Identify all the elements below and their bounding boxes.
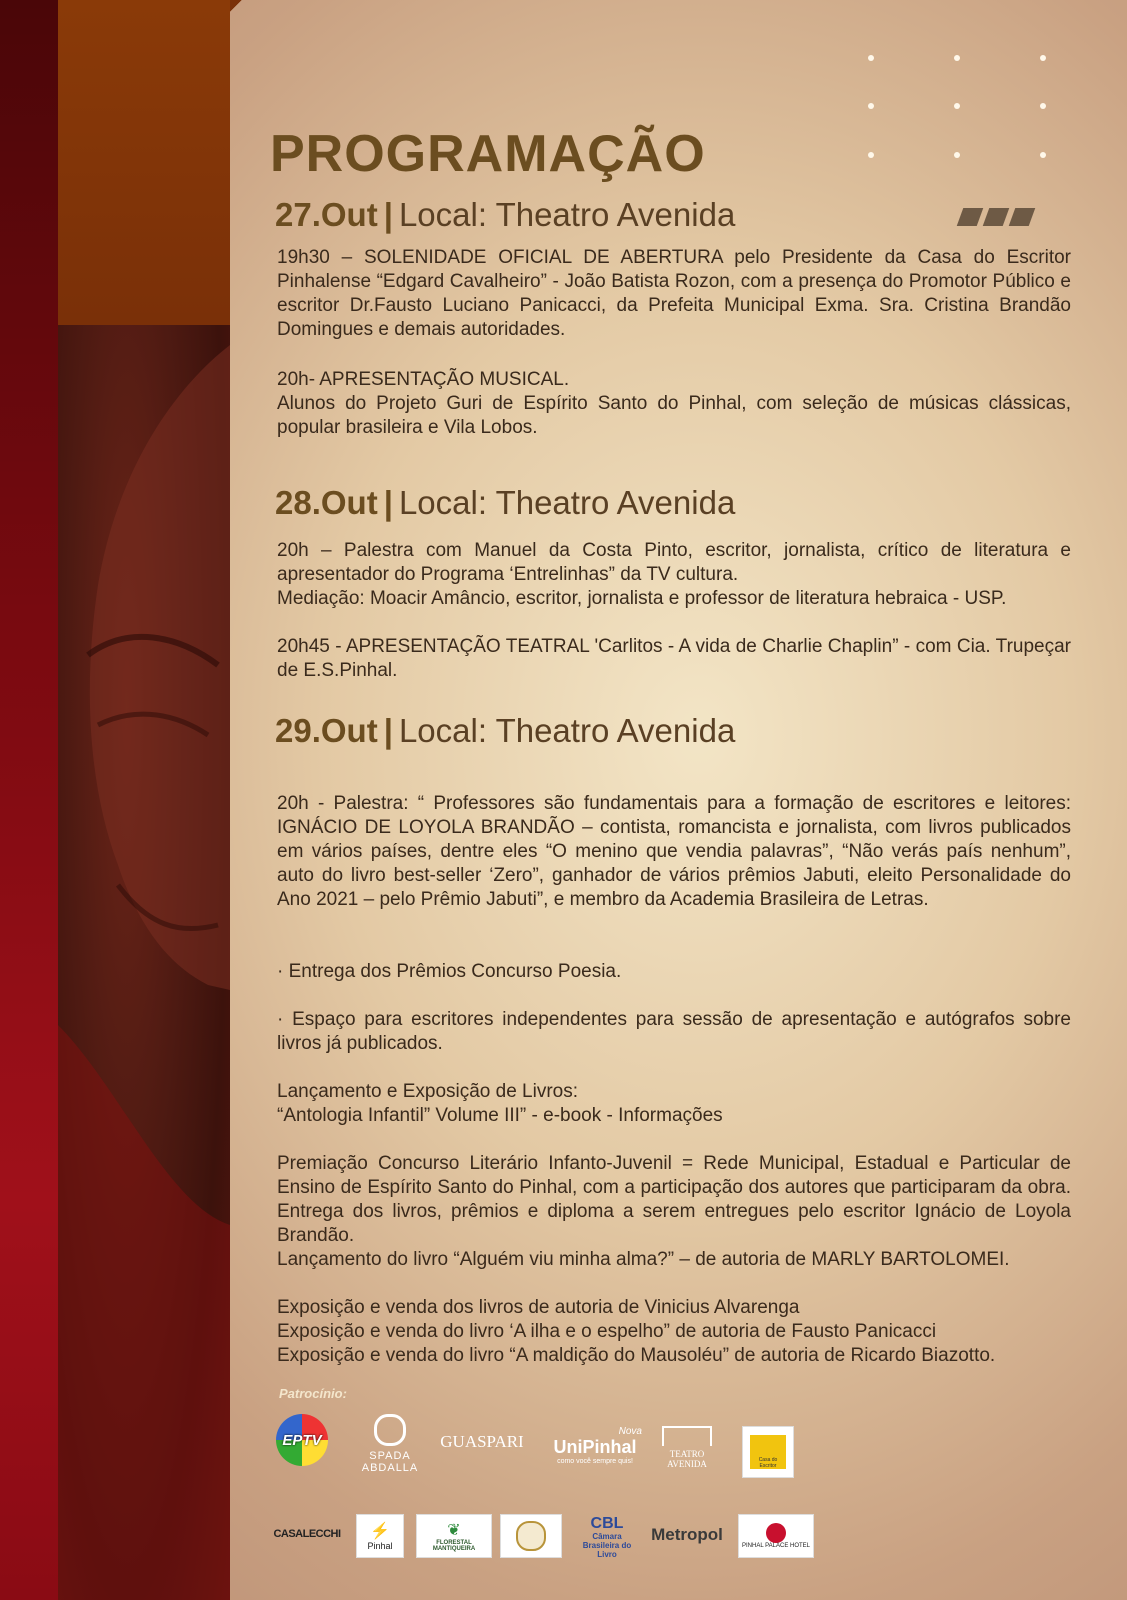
eptv-logo: EPTV <box>276 1414 328 1466</box>
day-location: Local: Theatro Avenida <box>398 712 736 749</box>
event-poetry-awards: · Entrega dos Prêmios Concurso Poesia. <box>277 961 622 982</box>
pinhal-palace-hotel-logo: PINHAL PALACE HOTEL <box>738 1514 814 1558</box>
metropol-logo: Metropol <box>651 1525 723 1544</box>
pinhal-logo: ⚡ Pinhal <box>356 1514 404 1558</box>
left-red-strip <box>0 0 58 1600</box>
page-title: PROGRAMAÇÃO <box>270 125 706 183</box>
sponsors-label: Patrocínio: <box>279 1386 347 1401</box>
theatre-building-icon <box>662 1426 712 1446</box>
day-location: Local: Theatro Avenida <box>398 196 736 233</box>
event-exhibit-1: Exposição e venda dos livros de autoria de Vinicius Alvarenga <box>277 1297 800 1318</box>
event-lecture-1: 20h – Palestra com Manuel da Costa Pinto, escritor, jornalista, crítico de literatura e apresentador do Programa ‘Entrelinhas” da TV cultura. <box>277 540 1071 585</box>
day-location: Local: Theatro Avenida <box>398 484 736 521</box>
event-music-desc: Alunos do Projeto Guri de Espírito Santo do Pinhal, com seleção de músicas clássicas, popular brasileira e Vila Lobos. <box>277 393 1071 438</box>
event-launch-anthology: “Antologia Infantil” Volume III” - e-book - Informações <box>277 1105 723 1126</box>
day-heading-27 <box>275 196 735 234</box>
event-exhibit-2: Exposição e venda do livro ‘A ilha e o espelho” de autoria de Fausto Panicacci <box>277 1321 937 1342</box>
seal-icon <box>516 1521 546 1551</box>
casa-emblem-icon: Casa do Escritor <box>750 1435 786 1469</box>
emblem-logo <box>500 1514 562 1558</box>
florestal-mantiqueira-logo: ❦ FLORESTAL MANTIQUEIRA <box>416 1514 492 1558</box>
portrait-photo <box>58 325 230 1600</box>
hotel-emblem-icon <box>766 1523 786 1543</box>
event-opening: 19h30 – SOLENIDADE OFICIAL DE ABERTURA pelo Presidente da Casa do Escritor Pinhalense “Edgard Cavalheiro” - João Batista Rozon, com a presença do Promotor Público e escritor Dr.Fausto Luciano Panicacci, da Prefeita Municipal Exma. Sra. Cristina Brandão Domingues e demais autoridades. <box>277 247 1071 340</box>
leaf-icon: ❦ <box>447 1522 461 1539</box>
left-orange-block <box>58 0 230 325</box>
corner-decoration <box>230 0 242 12</box>
cbl-logo: CBL Câmara Brasileira do Livro <box>582 1514 632 1559</box>
day-date: 29.Out <box>275 712 378 749</box>
casa-do-escritor-logo <box>742 1426 794 1478</box>
event-book-launch: Lançamento do livro “Alguém viu minha alma?” – de autoria de MARLY BARTOLOMEI. <box>277 1249 1010 1270</box>
casalecchi-logo: CASALECCHI <box>273 1528 341 1540</box>
event-exhibit-3: Exposição e venda do livro “A maldição do Mausoléu” de autoria de Ricardo Biazotto. <box>277 1345 996 1366</box>
guaspari-logo: GUASPARI <box>440 1432 524 1451</box>
event-theatre: 20h45 - APRESENTAÇÃO TEATRAL 'Carlitos - A vida de Charlie Chaplin” - com Cia. Trupeçar de E.S.Pinhal. <box>277 636 1071 681</box>
event-lecture-2: 20h - Palestra: “ Professores são fundamentais para a formação de escritores e leitores: IGNÁCIO DE LOYOLA BRANDÃO – contista, romancista e jornalista, com livros publicados em vários países, dentre eles “O menino que vendia palavras”, “Não verás país nenhum”, auto do livro best-seller ‘Zero”, ganhador de vários prêmios Jabuti, eleito Personalidade do Ano 2021 – pelo Prêmio Jabuti”, e membro da Academia Brasileira de Letras. <box>277 793 1071 910</box>
day-date: 27.Out <box>275 196 378 233</box>
event-youth-awards: Premiação Concurso Literário Infanto-Juvenil = Rede Municipal, Estadual e Particular de Ensino de Espírito Santo do Pinhal, com a participação dos autores que participaram da obra. Entrega dos livros, prêmios e diploma a serem entregues pelo escritor Ignácio de Loyola Brandão. <box>277 1153 1071 1246</box>
day-heading-28 <box>275 484 735 522</box>
event-mediation: Mediação: Moacir Amâncio, escritor, jornalista e professor de literatura hebraica - USP. <box>277 588 1007 609</box>
event-launch-title: Lançamento e Exposição de Livros: <box>277 1081 579 1102</box>
runner-icon: ⚡ <box>370 1523 390 1540</box>
event-writers-space: · Espaço para escritores independentes para sessão de apresentação e autógrafos sobre livros já publicados. <box>277 1009 1071 1054</box>
day-separator: | <box>383 484 393 521</box>
theatro-avenida-logo: TEATRO AVENIDA <box>656 1422 718 1472</box>
spada-emblem-icon <box>374 1414 406 1446</box>
day-date: 28.Out <box>275 484 378 521</box>
spada-abdalla-logo: SPADA ABDALLA <box>353 1408 427 1480</box>
day-separator: | <box>383 196 393 233</box>
day-separator: | <box>383 712 393 749</box>
day-heading-29 <box>275 712 735 750</box>
event-music-title: 20h- APRESENTAÇÃO MUSICAL. <box>277 369 570 390</box>
unipinhal-logo: Nova UniPinhal como você sempre quis! <box>553 1425 642 1465</box>
